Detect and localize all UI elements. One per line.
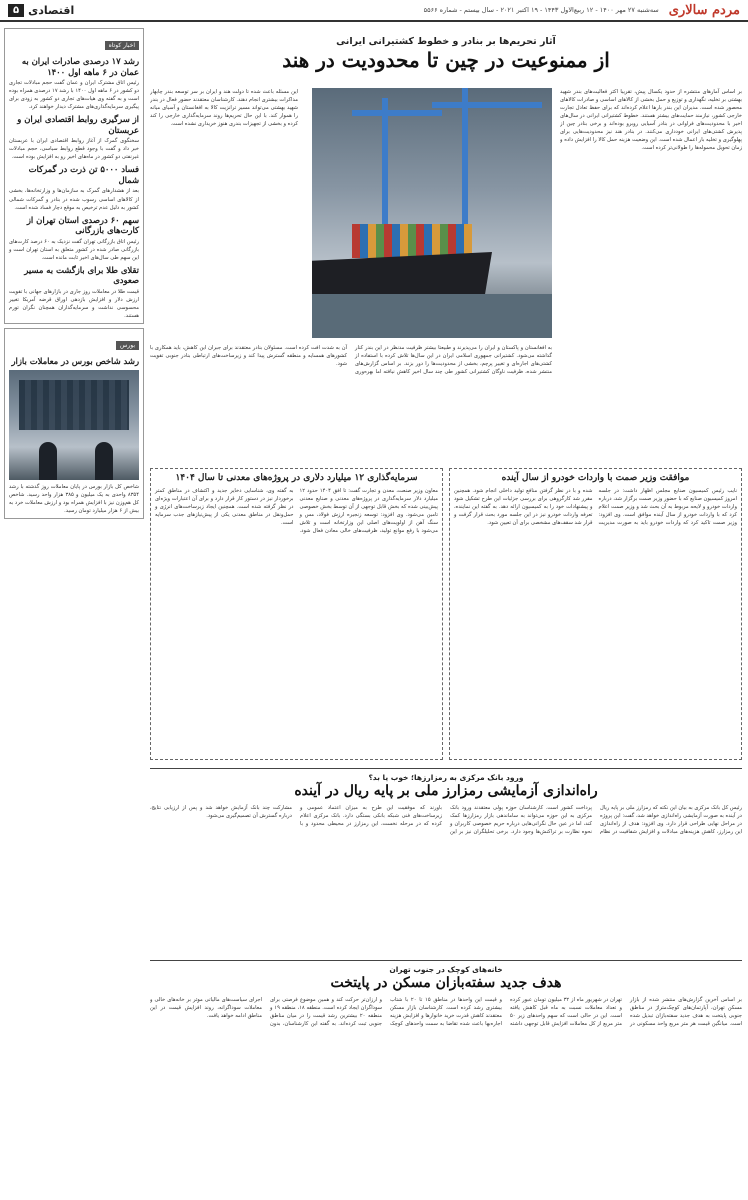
lead-mid-text [150,88,298,338]
section-name: اقتصادی [28,3,75,17]
person-figure [95,442,113,480]
newspaper-logo: مردم سالاری [668,2,740,18]
brief-text: بعد از هشدارهای گمرک به سازمان‌ها و وزارتخانه‌ها، بخشی از کالاهای اساسی رسوب شده در بنادر و گمرکات شمالی کشور به دلیل عدم ترخیص به موقع دچار فساد شده است. [9,188,139,211]
bourse-text: شاخص کل بازار بورس در پایان معاملات روز گذشته با رشد ۸۳۵۴ واحدی به یک میلیون و ۳۸۵ هزار واحد رسید. شاخص کل هم‌وزن نیز با افزایش همراه بود و ارزش معاملات خرد به بیش از ۶ هزار میلیارد تومان رسید. [9,483,140,514]
housing-kicker: خانه‌های کوچک در جنوب تهران [389,965,503,974]
page-number: ۵ [8,4,24,17]
brief-text: رئیس اتاق بازرگانی تهران گفت نزدیک به ۶۰ درصد کارت‌های بازرگانی صادر شده در کشور متعلق به استان تهران است و این سهم طی سال‌های اخیر ثابت مانده است. [9,238,139,261]
crypto-text: رئیس کل بانک مرکزی به بیان این نکته که رمزارز ملی بر پایه ریال در آینده به صورت آزمایشی راه‌اندازی خواهد شد، گفت: این پروژه در مراحل نهایی طراحی قرار دارد. وی افزود: هدف از راه‌اندازی این رمزارز، کاهش هزینه‌های مبادلات و افزایش شفافیت در نظام پرداخت کشور است. کارشناسان حوزه پولی معتقدند ورود بانک مرکزی به این حوزه می‌تواند به ساماندهی بازار رمزارزها کمک کند، اما در عین حال نگرانی‌هایی درباره حریم خصوصی کاربران و نحوه نظارت بر تراکنش‌ها وجود دارد. برخی تحلیلگران نیز بر این باورند که موفقیت این طرح به میزان اعتماد عمومی و زیرساخت‌های فنی شبکه بانکی بستگی دارد. بانک مرکزی اعلام کرده که در مرحله نخست، این رمزارز در محیطی محدود و با مشارکت چند بانک آزمایش خواهد شد و پس از ارزیابی نتایج، درباره گسترش آن تصمیم‌گیری می‌شود. [150,805,742,836]
brief-title: سهم ۶۰ درصدی استان تهران از کارت‌های بازرگانی [26,214,139,236]
port-photo [312,88,552,338]
brief-text: قیمت طلا در معاملات روز جاری در بازارهای جهانی با تقویت ارزش دلار و افزایش بازدهی اوراق قرضه آمریکا تغییر محسوسی نداشت و سرمایه‌گذاران همچنان نگران تورم هستند. [9,288,139,319]
briefs-tag: اخبار کوتاه [105,41,139,50]
crypto-story [150,768,742,954]
car-import-text: نایب رئیس کمیسیون صنایع مجلس اظهار داشت: در جلسه امروز کمیسیون صنایع که با حضور وزیر صمت برگزار شد، درباره واردات خودرو و لایحه مربوط به آن بحث شد و وزیر صمت اعلام کرد که با واردات خودرو از سال آینده موافق است. وی افزود: وزیر صمت تاکید کرد که واردات خودرو باید به صورت مدیریت شده و با در نظر گرفتن منافع تولید داخلی انجام شود. همچنین مقرر شد کارگروهی برای بررسی جزئیات این طرح تشکیل شود و پیشنهادات خود را به کمیسیون ارائه دهد. به گفته این نماینده، تعرفه واردات خودرو نیز در این جلسه مورد بحث قرار گرفت و قرار شد سقف‌های مشخصی برای آن تعیین شود. [454,488,737,527]
bourse-tag: بورس [116,341,139,350]
lead-kicker: آثار تحریم‌ها بر بنادر و خطوط کشتیرانی ایرانی [336,36,556,47]
dateline: سه‌شنبه ۲۷ مهر ۱۴۰۰ - ۱۲ ربیع‌الاول ۱۴۴۳ - ۱۹ اکتبر ۲۰۲۱ - سال بیستم - شماره ۵۵۶۶ [423,6,659,14]
masthead [0,0,748,22]
brief-title: فساد ۵۰۰۰ تن ذرت در گمرکات شمال [28,164,139,185]
section-tag [669,3,740,18]
car-import-box [449,468,742,760]
bourse-title: رشد شاخص بورس در معاملات بازار [11,356,139,367]
brief-text: رئیس اتاق مشترک ایران و عمان گفت حجم مبادلات تجاری دو کشور در ۶ ماهه اول ۱۴۰۰ با رشد ۱۷ درصدی همراه بوده است و به گفته وی هیات‌های تجاری دو کشور به زودی برای پیگیری سرمایه‌گذاری‌های مشترک دیدار خواهند کرد. [9,80,140,111]
brief-title: از سرگیری روابط اقتصادی ایران و عربستان [17,114,139,135]
lead-middle [150,88,552,464]
brief-text: سخنگوی گمرک از آغاز روابط اقتصادی ایران با عربستان خبر داد و گفت با وجود قطع روابط سیاسی، حجم مبادلات غیرنفتی دو کشور در ماه‌های اخیر رو به افزایش بوده است. [9,138,139,161]
sea [312,294,552,338]
crane-boom-left [352,110,442,116]
car-import-title: موافقت وزیر صمت با واردات خودرو از سال آینده [501,473,690,483]
crypto-headline: راه‌اندازی آزمایشی رمزارز ملی بر پایه ریال در آینده [294,783,598,799]
ship [312,252,492,298]
housing-headline: هدف جدید سفته‌بازان مسکن در پایتخت [330,975,562,991]
person-figure [39,442,57,480]
crane-boom-right [432,102,542,108]
containers [352,224,472,258]
mining-box [150,468,443,760]
bourse-box [4,328,144,519]
brief-title: تقلای طلا برای بازگشت به مسیر صعودی [24,264,139,286]
lead-text-column [560,88,742,464]
housing-story [150,960,742,1196]
bourse-photo [9,370,139,480]
mining-text: معاون وزیر صنعت، معدن و تجارت گفت: تا افق ۱۴۰۴ حدود ۱۲ میلیارد دلار سرمایه‌گذاری در پروژه‌های معدنی و صنایع معدنی پیش‌بینی شده که بخش قابل توجهی از آن توسط بخش خصوصی تامین می‌شود. وی افزود: توسعه زنجیره ارزش فولاد، مس و سنگ آهن از اولویت‌های اصلی این وزارتخانه است و تلاش می‌شود با رفع موانع تولید، ظرفیت‌های خالی معادن فعال شود. به گفته وی، شناسایی ذخایر جدید و اکتشاف در مناطق کمتر برخوردار نیز در دستور کار قرار دارد و برای آن اعتبارات ویژه‌ای در نظر گرفته شده است. همچنین ایجاد زیرساخت‌های انرژی و حمل‌ونقل در مناطق معدنی یکی از پیش‌نیازهای جذب سرمایه است. [155,488,438,535]
mining-title: سرمایه‌گذاری ۱۲ میلیارد دلاری در پروژه‌های معدنی تا سال ۱۴۰۴ [175,473,418,483]
lead-paragraph: بر اساس آمارهای منتشره از حدود یکسال پیش، تقریبا اکثر فعالیت‌های بندر شهید بهشتی بر تخلیه، نگهداری و توزیع و حمل بخشی از کالاهای اساسی و صادرات کالاهای محصور شده است. مدیران این بندر بارها اعلام کرده‌اند که برای حفظ تعادل تجارت خارجی کشور، نیازمند حمایت‌های بیشتر هستند. خطوط کشتیرانی ایرانی در سال‌های اخیر با محدودیت‌های فراوانی در بنادر آسیایی روبرو بوده‌اند و برخی بنادر چین از پذیرش کشتی‌های ایرانی خودداری می‌کنند. در بنادر هند نیز محدودیت‌هایی برای پهلوگیری و تخلیه بار اعمال شده است. این وضعیت هزینه حمل کالا را افزایش داده و زمان تحویل محموله‌ها را طولانی‌تر کرده است. [560,89,742,152]
lead-headline: از ممنوعیت در چین تا محدودیت در هند [282,48,610,72]
briefs-box [4,28,144,324]
stock-board [19,380,129,430]
lead-bottom-text [150,344,552,464]
boxed-stories [150,468,742,760]
lead-bottom-paragraph: به افغانستان و پاکستان و ایران را می‌پذیرند و طبیعتا بیشتر ظرفیت مدنظر در این بندر کنار گذاشته می‌شود. کشتیرانی جمهوری اسلامی ایران در این سال‌ها تلاش کرده با استفاده از کشتی‌های اجاره‌ای و تغییر پرچم، بخشی از محدودیت‌ها را دور بزند. بر اساس گزارش‌های منتشر شده، ظرفیت ناوگان کشتیرانی کشور طی چند سال اخیر کاهش نیافته اما بهره‌وری آن به شدت افت کرده است. مسئولان بنادر معتقدند برای جبران این کاهش، باید همکاری با کشورهای همسایه و منطقه گسترش پیدا کند و زیرساخت‌های ارتباطی بنادر جنوبی تقویت شود. [150,345,552,376]
lead-mid-paragraph: این مسئله باعث شده تا دولت هند و ایران بر سر توسعه بندر چابهار مذاکرات بیشتری انجام دهند. کارشناسان معتقدند حضور فعال در بندر شهید بهشتی می‌تواند مسیر ترانزیت کالا به افغانستان و آسیای میانه را هموار کند. با این حال تحریم‌ها روند سرمایه‌گذاری خارجی را کند کرده و بخشی از تجهیزات بندری هنوز خریداری نشده است. [150,89,298,128]
housing-text: بر اساس آخرین گزارش‌های منتشر شده از بازار مسکن تهران، آپارتمان‌های کوچک‌متراژ در مناطق جنوبی پایتخت به هدف جدید سفته‌بازان تبدیل شده است. میانگین قیمت هر متر مربع واحد مسکونی در تهران در شهریور ماه از ۳۲ میلیون تومان عبور کرده و تعداد معاملات نسبت به ماه قبل کاهش یافته است. این در حالی است که سهم واحدهای زیر ۵۰ متر مربع از کل معاملات افزایش قابل توجهی داشته و قیمت این واحدها در مناطق ۱۵ تا ۲۰ با شتاب بیشتری رشد کرده است. کارشناسان بازار مسکن معتقدند کاهش قدرت خرید خانوارها و افزایش هزینه اجاره‌بها باعث شده تقاضا به سمت واحدهای کوچک و ارزان‌تر حرکت کند و همین موضوع فرصتی برای سوداگران ایجاد کرده است. منطقه ۱۸، منطقه ۱۹ و منطقه ۲۰ بیشترین رشد قیمت را در میان مناطق جنوبی ثبت کرده‌اند. به گفته این کارشناسان، بدون اجرای سیاست‌های مالیاتی موثر بر خانه‌های خالی و معاملات سوداگرانه، روند افزایش قیمت در این مناطق ادامه خواهد یافت. [150,997,742,1028]
lead-story [150,88,742,464]
brief-title: رشد ۱۷ درصدی صادرات ایران به عمان در ۶ ماهه اول ۱۴۰۰ [21,56,139,77]
main-column [150,28,742,1196]
sidebar [4,28,144,1196]
section-label [8,4,74,17]
crypto-kicker: ورود بانک مرکزی به رمزارزها؛ خوب یا بد؟ [368,773,524,782]
